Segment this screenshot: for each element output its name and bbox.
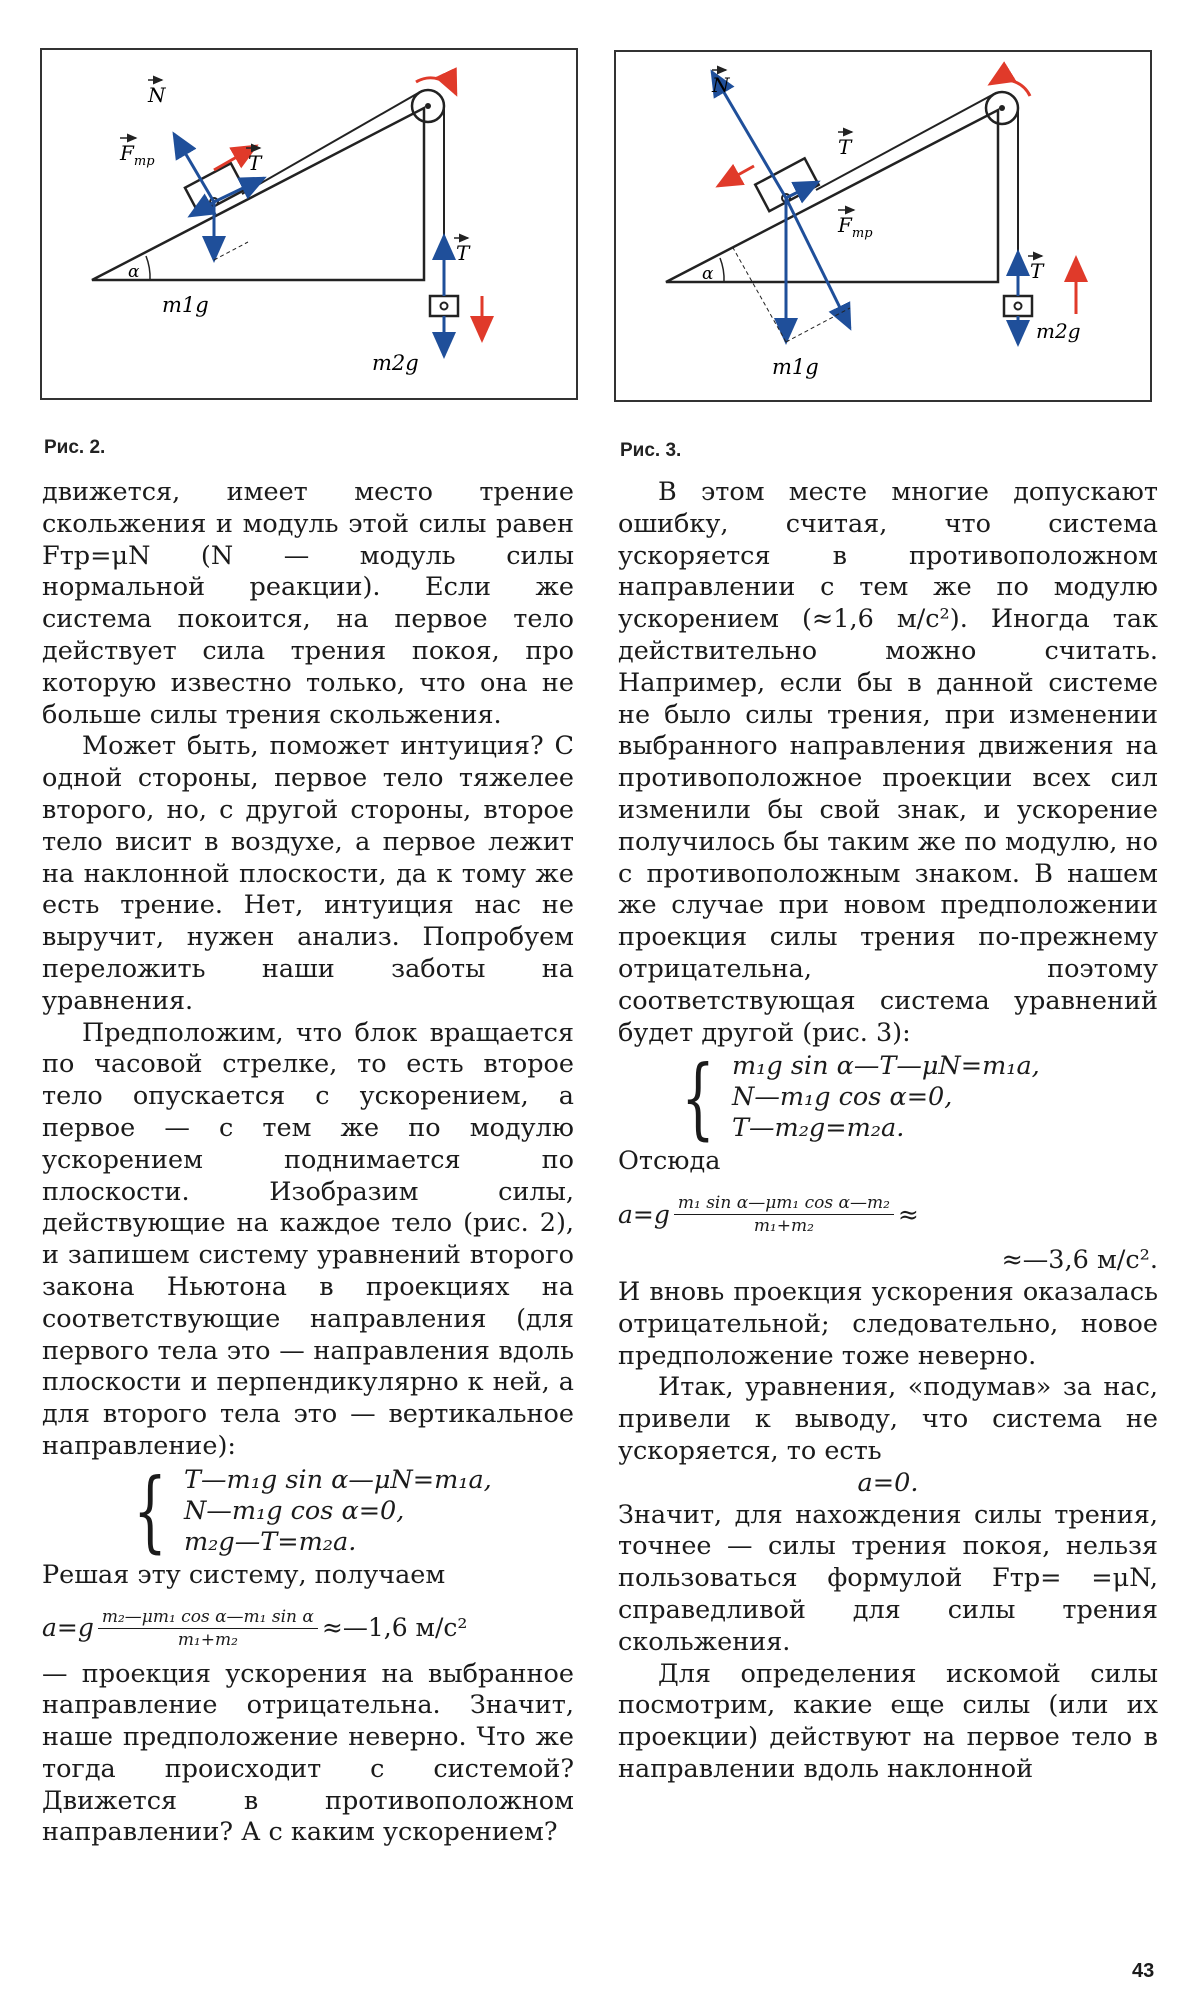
fraction-numerator: m₂—μm₁ cos α—m₁ sin α <box>98 1606 318 1629</box>
fraction-numerator: m₁ sin α—μm₁ cos α—m₂ <box>674 1192 894 1215</box>
equation-line: T—m₁g sin α—μN=m₁a, <box>184 1464 492 1495</box>
label-alpha: α <box>702 264 714 284</box>
left-column <box>42 477 574 1849</box>
paragraph: движется, имеет место трение скольжения и модуль этой силы равен Fтр=μN (N — модуль силы нормальной реакции). Если же система покоится, на первое тело действует сила трения покоя, про которую известно только, что она не больше силы трения скольжения. <box>42 477 574 730</box>
equation-a-zero: a=0. <box>857 1467 919 1498</box>
label-m2g: m2g <box>372 351 419 375</box>
paragraph: И вновь проекция ускорения оказалась отрицательной; следовательно, новое предположение тоже неверно. <box>618 1276 1158 1371</box>
figure-3-diagram <box>616 52 1150 400</box>
label-T-2: T <box>1030 259 1044 283</box>
incline <box>92 108 424 280</box>
paragraph: Предположим, что блок вращается по часовой стрелке, то есть второе тело опускается с ускорением, а первое — с тем же по модулю ускорением поднимается по плоскости. Изобразим силы, действующие на каждое тело (рис. 2), и запишем систему уравнений второго закона Ньютона в проекциях на соответствующие направления (для первого тела это — направления вдоль плоскости и перпендикулярно к ней, а для второго тела это — вертикальное направление): <box>42 1017 574 1461</box>
paragraph: Для определения искомой силы посмотрим, какие еще силы (или их проекции) действуют на первое тело в направлении вдоль наклонной <box>618 1658 1158 1784</box>
label-N: N <box>148 83 166 107</box>
label-T-2: T <box>456 241 470 265</box>
right-column <box>618 477 1158 1786</box>
figure-2 <box>40 48 578 400</box>
label-m2g: m2g <box>1036 319 1081 343</box>
fraction-denominator: m₁+m₂ <box>753 1216 814 1237</box>
equation-line: N—m₁g cos α=0, <box>184 1495 405 1526</box>
formula-acceleration-1 <box>42 1606 574 1651</box>
label-Ftr: $F_{тр}$ <box>120 141 155 169</box>
figure-2-diagram <box>42 50 576 398</box>
formula-acceleration-2 <box>618 1192 1158 1237</box>
label-Ftr: $F_{тр}$ <box>838 213 873 241</box>
label-alpha: α <box>128 262 140 282</box>
brace-icon: { <box>681 1045 715 1149</box>
paragraph: В этом месте многие допускают ошибку, считая, что система ускоряется в противоположном направлении с тем же по модулю ускорением (≈1,6 м/с²). Иногда так действительно можно считать. Например, если бы в данной системе не было силы трения, при изменении выбранного направления движения на противоположное проекции всех сил изменили бы свой знак, и ускорение получилось бы таким же по модулю, но с противоположным знаком. В нашем же случае при новом предположении проекция силы трения по-прежнему отрицательна, поэтому соответствующая система уравнений будет другой (рис. 3): <box>618 477 1158 1048</box>
incline <box>666 110 998 282</box>
equation-line: m₁g sin α—T—μN=m₁a, <box>732 1051 1040 1082</box>
paragraph: Может быть, поможет интуиция? С одной стороны, первое тело тяжелее второго, но, с другой стороны, второе тело висит в воздухе, а первое лежит на наклонной плоскости, да к тому же есть трение. Нет, интуиция нас не выручит, нужен анализ. Попробуем переложить наши заботы на уравнения. <box>42 731 574 1016</box>
paragraph: Значит, для нахождения силы трения, точнее — силы трения покоя, нельзя пользоваться формулой Fтр= =μN, справедливой для силы трения скольжения. <box>618 1499 1158 1657</box>
paragraph: Решая эту систему, получаем <box>42 1559 446 1590</box>
fraction <box>674 1192 894 1237</box>
figure-3-caption: Рис. 3. <box>620 440 682 461</box>
fraction-denominator: m₁+m₂ <box>177 1629 238 1650</box>
label-T-1: T <box>838 135 852 159</box>
equation-line: T—m₂g=m₂a. <box>732 1113 905 1144</box>
figure-2-caption: Рис. 2. <box>44 437 106 458</box>
paragraph: Итак, уравнения, «подумав» за нас, привели к выводу, что система не ускоряется, то есть <box>618 1372 1158 1466</box>
paragraph: Отсюда <box>618 1146 721 1177</box>
label-m1g: m1g <box>162 293 209 317</box>
formula-lhs: a=g <box>618 1199 670 1229</box>
figure-3 <box>614 50 1152 402</box>
formula-rhs: ≈—1,6 м/с² <box>321 1613 468 1643</box>
formula-lhs: a=g <box>42 1613 94 1643</box>
label-m1g: m1g <box>772 355 819 379</box>
equation-line: N—m₁g cos α=0, <box>732 1082 953 1113</box>
paragraph: — проекция ускорения на выбранное направление отрицательна. Значит, наше предположение неверно. Что же тогда происходит с системой? Движется в противоположном направлении? А с каким ускорением? <box>42 1658 574 1848</box>
equation-system-2 <box>670 1045 1158 1149</box>
angle-arc <box>146 256 150 280</box>
brace-icon: { <box>133 1459 167 1563</box>
formula-approx: ≈ <box>897 1199 919 1229</box>
label-N: N <box>712 73 730 97</box>
label-T-1: T <box>248 151 262 175</box>
motion-arrow-1 <box>718 166 754 186</box>
equation-system-1 <box>122 1459 574 1563</box>
page-number: 43 <box>1132 1960 1155 1982</box>
formula-result: ≈—3,6 м/с². <box>1001 1245 1158 1276</box>
fraction <box>98 1606 318 1651</box>
string-incline <box>242 92 420 194</box>
angle-arc <box>720 258 724 282</box>
equation-line: m₂g—T=m₂a. <box>184 1526 357 1557</box>
